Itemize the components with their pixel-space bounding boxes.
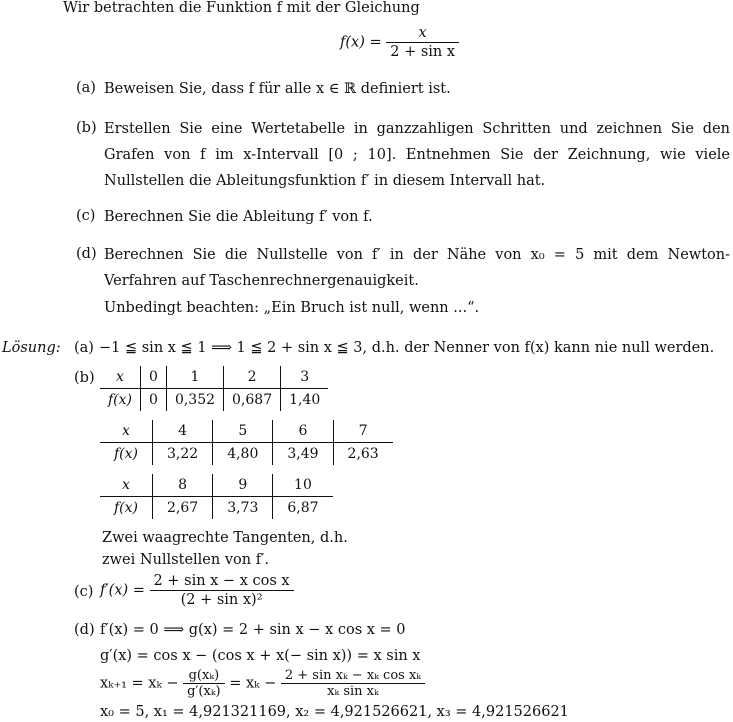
table-3-x-2: 10 xyxy=(273,474,333,497)
solution-b-label: (b) xyxy=(74,370,95,386)
solution-c-label: (c) xyxy=(74,584,94,600)
solution-d-line-2: g′(x) = cos x − (cos x + x(− sin x)) = x sin x xyxy=(100,648,421,664)
equation-numerator: x xyxy=(386,24,459,43)
table-3-x-1: 9 xyxy=(213,474,273,497)
table-3-f-label: f(x) xyxy=(100,497,153,520)
value-table-1 xyxy=(100,366,328,411)
solution-b-conclusion-2: zwei Nullstellen von f′. xyxy=(102,552,269,568)
solution-heading: Lösung: xyxy=(2,340,61,356)
newton-numerator-1: g(xₖ) xyxy=(183,668,225,684)
solution-d-line-1: f′(x) = 0 ⟹ g(x) = 2 + sin x − x cos x = 0 xyxy=(100,622,406,638)
table-2-f-label: f(x) xyxy=(100,443,153,466)
table-1-x-2: 2 xyxy=(224,366,281,389)
solution-c-numerator: 2 + sin x − x cos x xyxy=(150,572,294,591)
table-3-x-0: 8 xyxy=(153,474,213,497)
table-1-f-2: 0,687 xyxy=(224,389,281,412)
solution-d-result: x₀ = 5, x₁ = 4,921321169, x₂ = 4,921526621, x₃ = 4,921526621 xyxy=(100,704,569,720)
solution-a-label: (a) xyxy=(74,340,94,356)
newton-denominator-1: g′(xₖ) xyxy=(187,684,221,699)
solution-c-formula xyxy=(100,572,294,609)
table-1-f-1: 0,352 xyxy=(166,389,223,412)
hint-text: Unbedingt beachten: „Ein Bruch ist null, wenn ...“. xyxy=(104,300,480,316)
table-2-f-3: 2,63 xyxy=(347,446,379,462)
table-2-f-1: 4,80 xyxy=(213,443,273,466)
newton-lhs: xₖ₊₁ = xₖ − xyxy=(100,675,179,692)
newton-numerator-2: 2 + sin xₖ − xₖ cos xₖ xyxy=(281,668,425,684)
solution-d-newton xyxy=(100,668,425,699)
table-3-x-label: x xyxy=(100,474,153,497)
table-2-x-2: 6 xyxy=(273,420,333,443)
equation-fraction xyxy=(386,24,459,61)
newton-mid: = xₖ − xyxy=(229,675,277,692)
table-1-x-3: 3 xyxy=(281,366,329,389)
task-b-label: (b) xyxy=(76,120,97,136)
newton-fraction-1 xyxy=(183,668,225,699)
table-2-x-3: 7 xyxy=(333,420,393,443)
task-d-label: (d) xyxy=(76,246,97,262)
table-2-x-label: x xyxy=(100,420,153,443)
newton-fraction-2 xyxy=(281,668,425,699)
task-c-text: Berechnen Sie die Ableitung f′ von f. xyxy=(104,209,373,225)
table-2-f-2: 3,49 xyxy=(273,443,333,466)
solution-c-denominator: (2 + sin x)² xyxy=(180,592,263,608)
table-1-x-1: 1 xyxy=(166,366,223,389)
table-3-f-0: 2,67 xyxy=(153,497,213,520)
table-1-x-0: 0 xyxy=(141,366,167,389)
value-table-2 xyxy=(100,420,393,465)
table-3-f-2: 6,87 xyxy=(287,500,319,516)
equation-lhs: f(x) = xyxy=(340,34,382,51)
task-c-label: (c) xyxy=(76,208,96,224)
task-a-label: (a) xyxy=(76,80,96,96)
table-2-x-0: 4 xyxy=(153,420,213,443)
solution-b-conclusion-1: Zwei waagrechte Tangenten, d.h. xyxy=(102,530,348,546)
table-1-x-label: x xyxy=(100,366,141,389)
equation-denominator: 2 + sin x xyxy=(390,44,456,60)
task-a-text: Beweisen Sie, dass f für alle x ∈ ℝ definiert ist. xyxy=(104,81,451,97)
solution-a-text: −1 ≦ sin x ≦ 1 ⟹ 1 ≦ 2 + sin x ≦ 3, d.h. der Nenner von f(x) kann nie null werden. xyxy=(99,340,715,356)
table-3-f-1: 3,73 xyxy=(213,497,273,520)
table-2-x-1: 5 xyxy=(213,420,273,443)
intro-text: Wir betrachten die Funktion f mit der Gleichung xyxy=(63,0,420,16)
table-2-f-0: 3,22 xyxy=(153,443,213,466)
table-1-f-3: 1,40 xyxy=(289,392,321,408)
solution-c-lhs: f′(x) = xyxy=(100,582,145,599)
solution-d-label: (d) xyxy=(74,622,95,638)
task-d-text: Berechnen Sie die Nullstelle von f′ in der Nähe von x₀ = 5 mit dem Newton-Verfahren auf Taschenrechnergenauigkeit. xyxy=(104,247,730,289)
task-b-text: Erstellen Sie eine Wertetabelle in ganzzahligen Schritten und zeichnen Sie den Grafen von f im x-Intervall [0 ; 10]. Entnehmen Sie der Zeichnung, wie viele Nullstellen die Ableitungsfunktion f′ in diesem Intervall hat. xyxy=(104,121,730,189)
table-1-f-0: 0 xyxy=(141,389,167,412)
solution-c-fraction xyxy=(150,572,294,609)
value-table-3 xyxy=(100,474,333,519)
table-1-f-label: f(x) xyxy=(100,389,141,412)
main-equation xyxy=(340,24,459,61)
newton-denominator-2: xₖ sin xₖ xyxy=(327,684,379,699)
